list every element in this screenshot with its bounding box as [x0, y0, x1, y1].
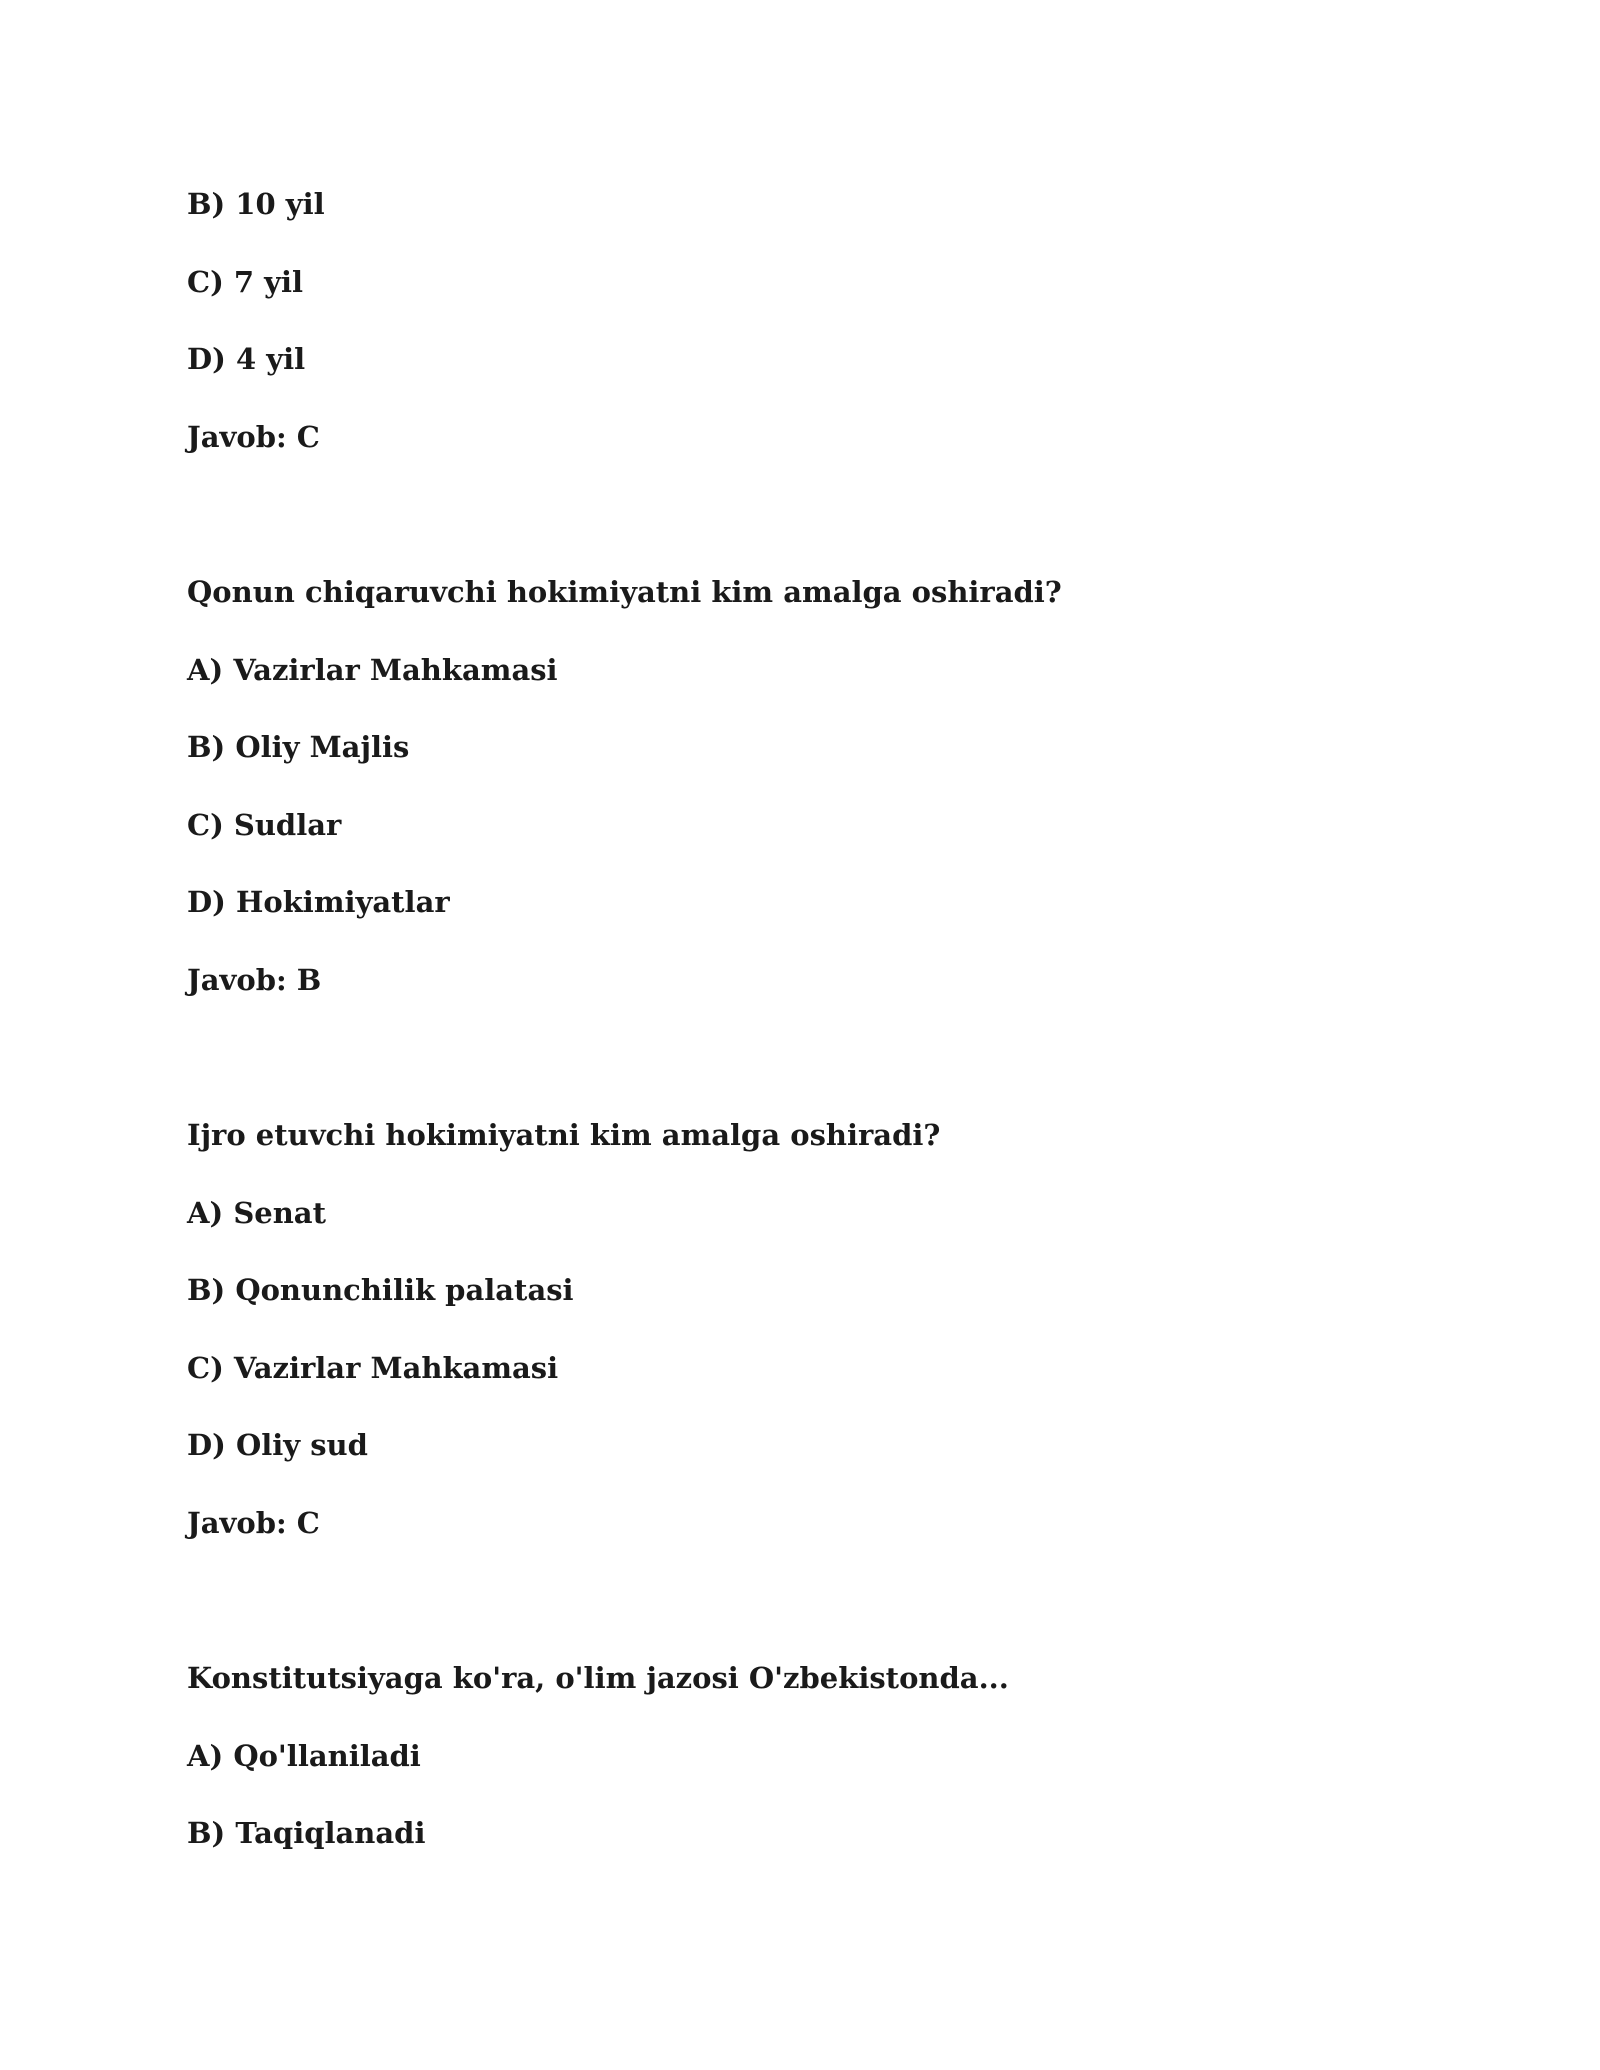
- answer-option-d: D) Oliy sud: [187, 1428, 368, 1462]
- answer-option-b: B) Oliy Majlis: [187, 730, 410, 764]
- answer-option-a: A) Qo'llaniladi: [187, 1739, 421, 1773]
- answer-option-c: C) 7 yil: [187, 265, 304, 299]
- answer-option-a: A) Vazirlar Mahkamasi: [187, 653, 558, 687]
- answer-key: Javob: C: [187, 1506, 320, 1540]
- answer-option-a: A) Senat: [187, 1196, 326, 1230]
- answer-option-c: C) Vazirlar Mahkamasi: [187, 1351, 559, 1385]
- answer-option-b: B) Taqiqlanadi: [187, 1816, 426, 1850]
- answer-option-c: C) Sudlar: [187, 808, 342, 842]
- answer-option-d: D) 4 yil: [187, 342, 306, 376]
- answer-option-d: D) Hokimiyatlar: [187, 885, 450, 919]
- question-title: Ijro etuvchi hokimiyatni kim amalga oshiradi?: [187, 1118, 941, 1152]
- question-title: Qonun chiqaruvchi hokimiyatni kim amalga oshiradi?: [187, 575, 1062, 609]
- answer-option-b: B) Qonunchilik palatasi: [187, 1273, 574, 1307]
- answer-option-b: B) 10 yil: [187, 187, 325, 221]
- answer-key: Javob: C: [187, 420, 320, 454]
- question-title: Konstitutsiyaga ko'ra, o'lim jazosi O'zbekistonda...: [187, 1661, 1009, 1695]
- answer-key: Javob: B: [187, 963, 322, 997]
